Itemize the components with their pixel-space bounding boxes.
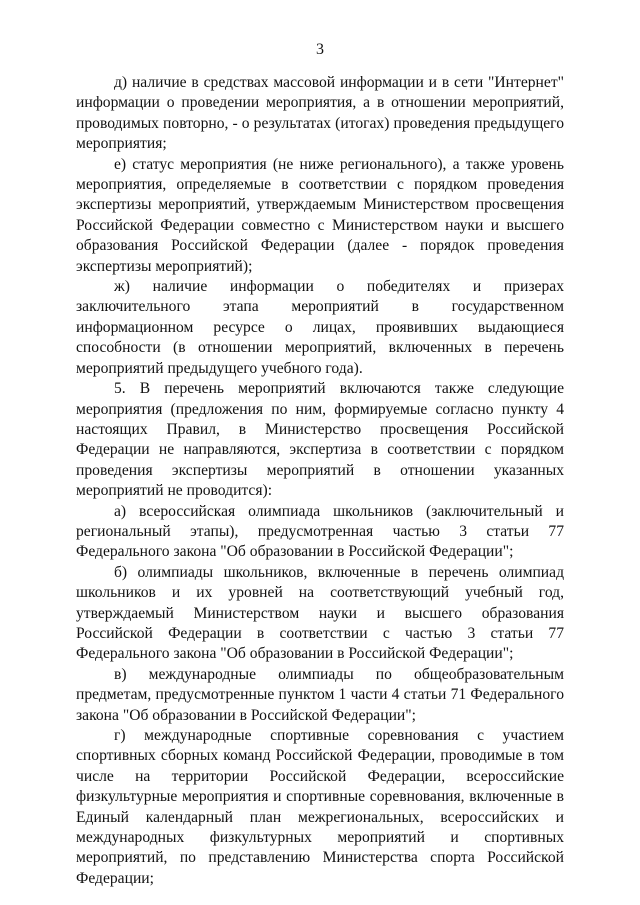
page-number: 3 bbox=[316, 41, 324, 58]
document-body bbox=[76, 73, 564, 889]
paragraph-item-a: а) всероссийская олимпиада школьников (заключительный и региональный этапы), предусмотренная частью 3 статьи 77 Федерального закона "Об образовании в Российской Федерации"; bbox=[76, 502, 564, 561]
paragraph-item-v: в) международные олимпиады по общеобразовательным предметам, предусмотренные пунктом 1 части 4 статьи 71 Федерального закона "Об образовании в Российской Федерации"; bbox=[76, 665, 564, 724]
paragraph-item-d: д) наличие в средствах массовой информации и в сети "Интернет" информации о проведении мероприятия, а в отношении мероприятий, проводимых повторно, - о результатах (итогах) проведения предыдущего мероприятия; bbox=[76, 74, 564, 153]
paragraph-item-zh: ж) наличие информации о победителях и призерах заключительного этапа мероприятий в государственном информационном ресурсе о лицах, проявивших выдающиеся способности (в отношении мероприятий, включенных в перечень мероприятий предыдущего учебного года). bbox=[76, 278, 564, 377]
paragraph-item-g: г) международные спортивные соревнования с участием спортивных сборных команд Российской Федерации, проводимые в том числе на территории Российской Федерации, всероссийские физкультурные мероприятия и спортивные соревнования, включенные в Единый календарный план межрегиональных, всероссийских и международных физкультурных мероприятий и спортивных мероприятий, по представлению Министерства спорта Российской Федерации; bbox=[76, 727, 564, 887]
paragraph-item-b: б) олимпиады школьников, включенные в перечень олимпиад школьников и их уровней на соответствующий учебный год, утверждаемый Министерством науки и высшего образования Российской Федерации в соответствии с частью 3 статьи 77 Федерального закона "Об образовании в Российской Федерации"; bbox=[76, 563, 564, 663]
paragraph-item-e: е) статус мероприятия (не ниже регионального), а также уровень мероприятия, определяемые в соответствии с порядком проведения экспертизы мероприятий, утверждаемым Министерством просвещения Российской Федерации совместно с Министерством науки и высшего образования Российской Федерации (далее - порядок проведения экспертизы мероприятий); bbox=[76, 155, 564, 275]
paragraph-clause-5: 5. В перечень мероприятий включаются также следующие мероприятия (предложения по ним, формируемые согласно пункту 4 настоящих Правил, в Министерство просвещения Российской Федерации не направляются, экспертиза в соответствии с порядком проведения экспертизы мероприятий в отношении указанных мероприятий не проводится): bbox=[76, 380, 564, 500]
